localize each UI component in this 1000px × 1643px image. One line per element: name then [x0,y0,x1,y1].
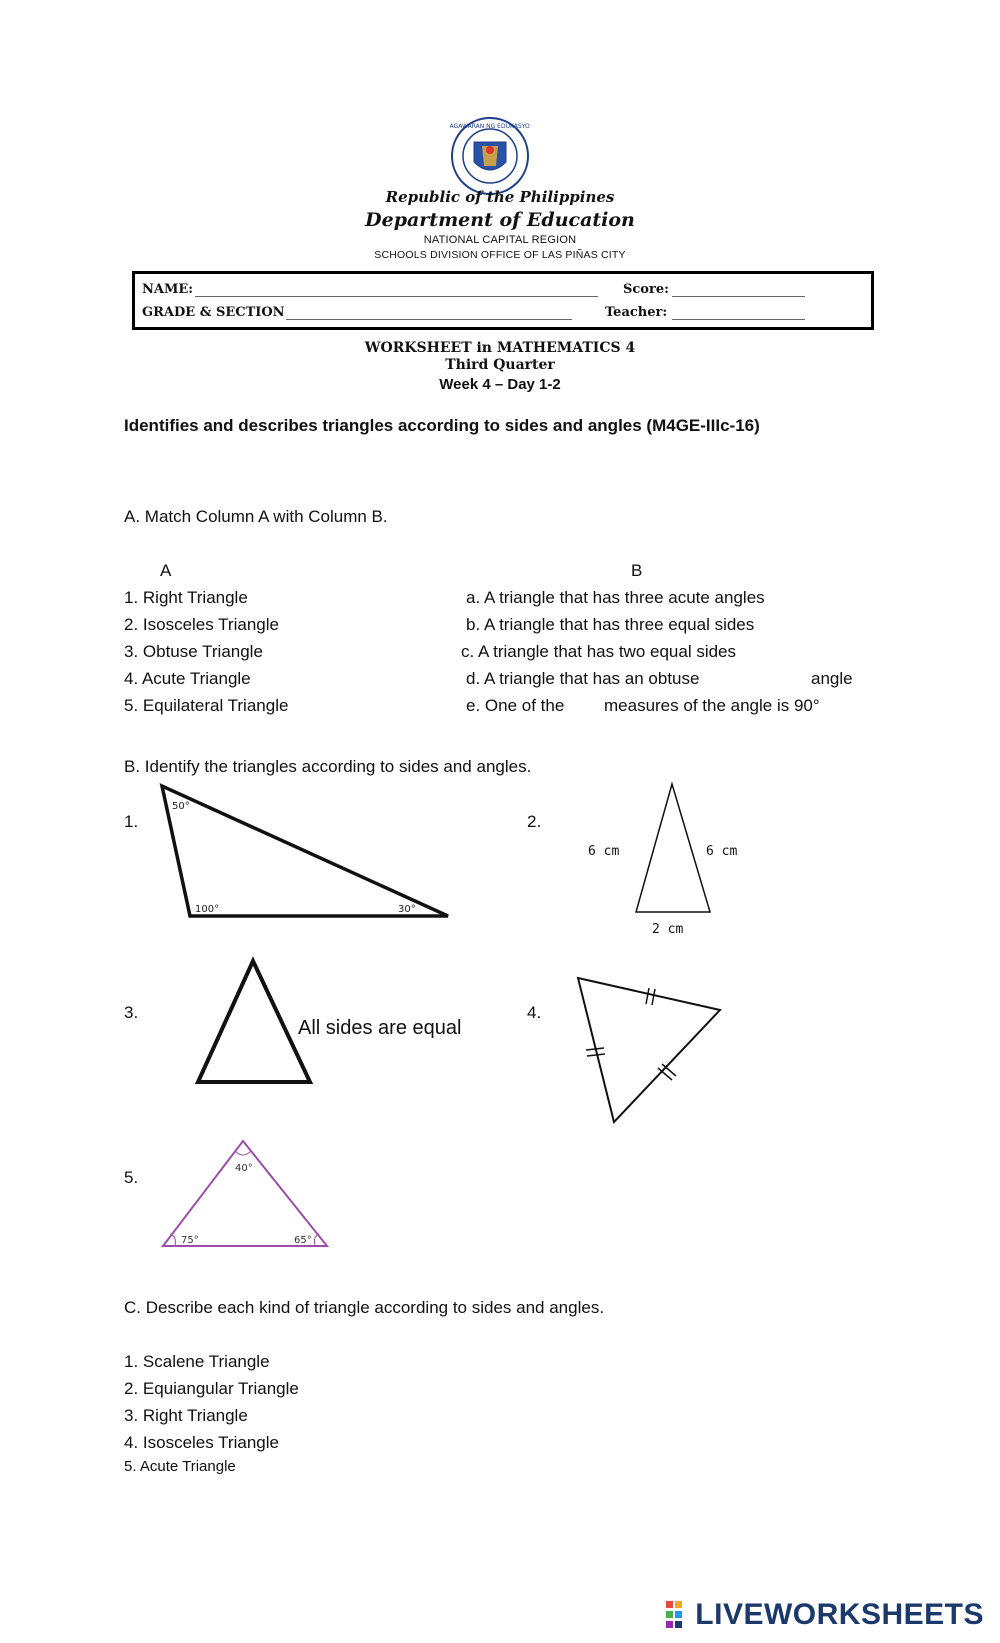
quarter-title: Third Quarter [445,357,555,373]
liveworksheets-icon [665,1600,691,1630]
name-label: NAME: [142,282,194,297]
match-item-b5-tail: measures of the angle is 90° [604,696,820,715]
region-line: NATIONAL CAPITAL REGION [423,234,577,246]
seal-icon [450,116,530,196]
teacher-label: Teacher: [605,305,668,320]
triangle-number-1: 1. [124,812,139,831]
match-item-b2: b. A triangle that has three equal sides [466,615,755,634]
match-item-b4-tail: angle [811,669,853,688]
angle-label: 100° [195,904,220,915]
score-label: Score: [623,282,669,297]
angle-label: 30° [398,904,416,915]
republic-line: Republic of the Philippines [385,188,615,206]
angle-label: 65° [294,1235,312,1246]
liveworksheets-logo [665,1598,984,1632]
describe-item-4: 4. Isosceles Triangle [124,1433,279,1452]
side-label: 6 cm [706,844,738,859]
describe-item-3: 3. Right Triangle [124,1406,248,1425]
name-field[interactable] [195,282,598,297]
acute-triangle-figure [155,1135,335,1255]
describe-item-5: 5. Acute Triangle [124,1458,236,1475]
match-item-a3: 3. Obtuse Triangle [124,642,263,661]
match-item-a4: 4. Acute Triangle [124,669,251,688]
column-a-header: A [160,561,172,580]
deped-seal [450,116,530,196]
match-item-b3: c. A triangle that has two equal sides [461,642,737,661]
match-item-b1: a. A triangle that has three acute angles [466,588,765,607]
triangle-number-5: 5. [124,1168,139,1187]
describe-item-1: 1. Scalene Triangle [124,1352,270,1371]
match-item-b5: e. One of the [466,696,565,715]
match-item-b4: d. A triangle that has an obtuse [466,669,700,688]
match-item-a1: 1. Right Triangle [124,588,248,607]
section-c-heading: C. Describe each kind of triangle according to sides and angles. [124,1298,605,1317]
side-label: 2 cm [652,922,684,937]
angle-label: 50° [172,801,190,812]
section-b-heading: B. Identify the triangles according to sides and angles. [124,757,532,776]
worksheet-title: WORKSHEET in MATHEMATICS 4 [364,340,636,356]
week-title: Week 4 – Day 1-2 [439,376,561,393]
student-info-box [132,271,874,330]
brand-text: LIVEWORKSHEETS [695,1598,984,1631]
match-item-a2: 2. Isosceles Triangle [124,615,279,634]
objective-text: Identifies and describes triangles according to sides and angles (M4GE-IIIc-16) [124,416,760,435]
section-a-heading: A. Match Column A with Column B. [124,507,388,526]
column-b-header: B [631,561,643,580]
triangle-number-4: 4. [527,1003,542,1022]
equal-sides-label: All sides are equal [298,1017,462,1039]
triangle-number-3: 3. [124,1003,139,1022]
division-line: SCHOOLS DIVISION OFFICE OF LAS PIÑAS CITY [374,249,626,261]
match-item-a5: 5. Equilateral Triangle [124,696,289,715]
grade-section-label: GRADE & SECTION [142,305,285,320]
grade-section-field[interactable] [286,305,572,320]
teacher-field[interactable] [672,305,805,320]
side-label: 6 cm [588,844,620,859]
score-field[interactable] [672,282,805,297]
department-line: Department of Education [365,209,635,231]
svg-text:KAGAWARAN NG EDUKASYON: KAGAWARAN NG EDUKASYON [450,123,530,130]
angle-label: 75° [181,1235,199,1246]
isosceles-triangle-figure [580,780,770,940]
describe-item-2: 2. Equiangular Triangle [124,1379,299,1398]
obtuse-triangle-figure [150,780,460,930]
tick-marked-triangle-figure [570,970,730,1130]
angle-label: 40° [235,1163,253,1174]
triangle-number-2: 2. [527,812,542,831]
